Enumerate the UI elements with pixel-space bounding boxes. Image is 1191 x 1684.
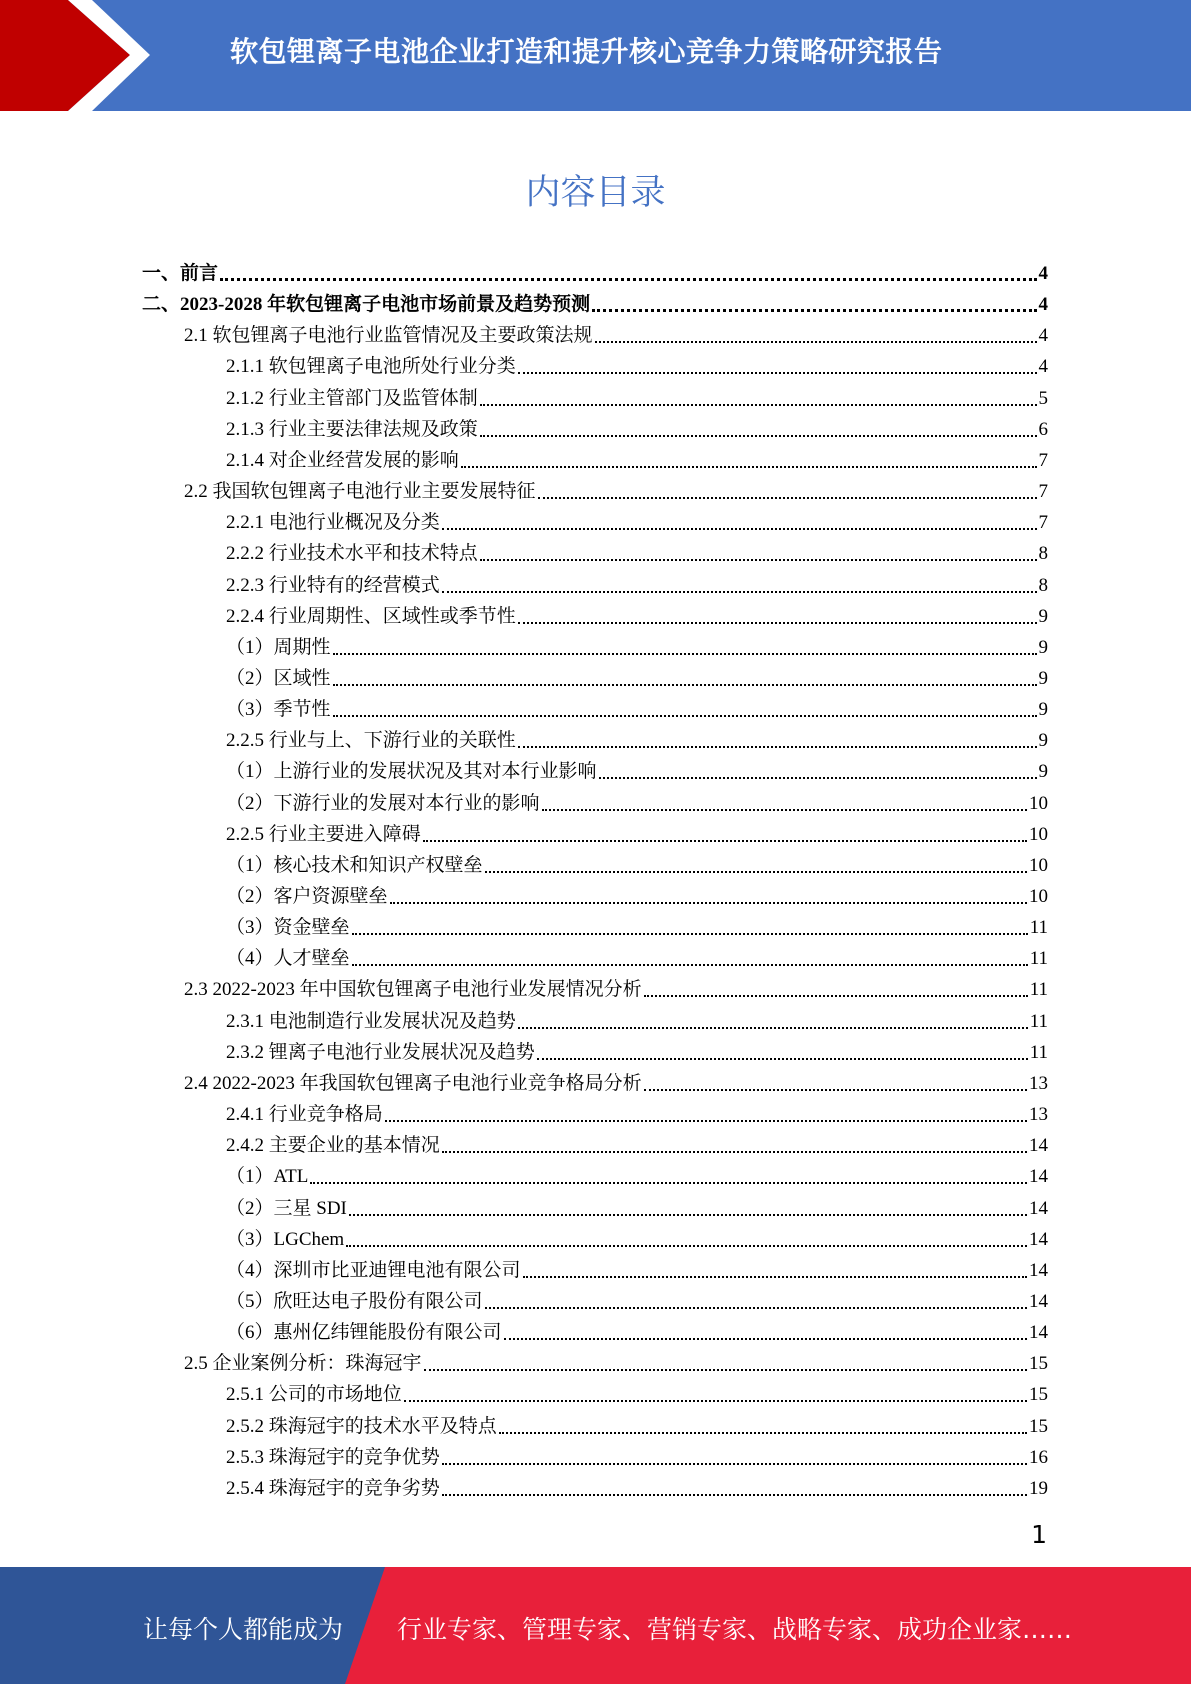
toc-dot-leader (461, 466, 1037, 468)
toc-entry-title: 2.2.3 行业特有的经营模式 (226, 574, 440, 596)
toc-entry-title: （3）资金壁垒 (226, 917, 350, 939)
toc-dot-leader (442, 528, 1037, 530)
toc-entry-title: （3）LGChem (226, 1228, 345, 1250)
page-number: 1 (1031, 1520, 1047, 1549)
toc-entry-title: 2.5.1 公司的市场地位 (226, 1384, 402, 1406)
toc-entry-title: 2.5 企业案例分析：珠海冠宇 (184, 1353, 422, 1375)
toc-dot-leader (523, 1276, 1027, 1278)
toc-entry-title: （2）三星 SDI (226, 1197, 347, 1219)
toc-dot-leader (349, 1214, 1027, 1216)
toc-entry-page: 7 (1038, 481, 1048, 503)
toc-entry-page: 10 (1029, 886, 1048, 907)
toc-dot-leader (442, 1151, 1027, 1153)
toc-entry-title: 2.1 软包锂离子电池行业监管情况及主要政策法规 (184, 325, 593, 347)
footer-slogan-left: 让每个人都能成为 (143, 1615, 344, 1644)
toc-entry-page: 10 (1029, 823, 1048, 845)
toc-entry[interactable] (226, 410, 1048, 441)
toc-dot-leader (644, 995, 1028, 997)
toc-dot-leader (542, 809, 1027, 811)
toc-entry-title: 2.5.3 珠海冠宇的竞争优势 (226, 1446, 440, 1468)
toc-entry-title: 一、前言 (142, 263, 219, 284)
toc-entry-title: 2.5.2 珠海冠宇的技术水平及特点 (226, 1415, 497, 1437)
toc-entry[interactable] (226, 1157, 1048, 1188)
toc-dot-leader (404, 1400, 1027, 1402)
toc-entry-title: 2.2.1 电池行业概况及分类 (226, 512, 440, 534)
toc-entry-title: 2.1.1 软包锂离子电池所处行业分类 (226, 356, 516, 378)
toc-entry[interactable] (226, 1220, 1048, 1251)
toc-entry[interactable] (226, 379, 1048, 410)
toc-entry[interactable] (226, 628, 1048, 659)
toc-entry[interactable] (226, 752, 1048, 783)
toc-entry-title: （6）惠州亿纬锂能股份有限公司 (226, 1322, 502, 1344)
toc-entry-page: 5 (1038, 387, 1048, 409)
toc-entry[interactable] (226, 784, 1048, 815)
toc-entry-title: 2.1.2 行业主管部门及监管体制 (226, 387, 478, 409)
toc-entry-title: （1）ATL (226, 1166, 309, 1188)
toc-entry-page: 14 (1029, 1166, 1048, 1188)
toc-dot-leader (390, 902, 1027, 904)
toc-dot-leader (504, 1338, 1027, 1340)
footer-banner (0, 1567, 1191, 1684)
toc-entry-page: 11 (1029, 1041, 1048, 1063)
toc-entry[interactable] (226, 1095, 1048, 1126)
toc-entry-title: （2）区域性 (226, 667, 331, 689)
toc-entry[interactable] (226, 1002, 1048, 1033)
toc-entry[interactable] (226, 1189, 1048, 1220)
toc-entry[interactable] (184, 1064, 1048, 1095)
toc-entry-page: 7 (1038, 449, 1048, 471)
toc-entry-title: 2.2 我国软包锂离子电池行业主要发展特征 (184, 481, 536, 503)
toc-dot-leader (424, 1369, 1027, 1371)
header-arrow-decoration (0, 0, 160, 111)
toc-entry-title: （4）深圳市比亚迪锂电池有限公司 (226, 1259, 521, 1281)
toc-entry[interactable] (142, 285, 1048, 316)
toc-entry-title: 2.2.5 行业与上、下游行业的关联性 (226, 730, 516, 752)
toc-entry[interactable] (226, 939, 1048, 970)
toc-entry[interactable] (184, 316, 1048, 347)
toc-heading: 内容目录 (525, 173, 666, 213)
toc-entry-page: 9 (1038, 667, 1048, 689)
toc-dot-leader (423, 840, 1027, 842)
report-header-banner (0, 0, 1191, 111)
toc-entry-title: 2.1.4 对企业经营发展的影响 (226, 449, 459, 471)
toc-entry-page: 4 (1038, 325, 1048, 347)
toc-dot-leader (333, 653, 1037, 655)
toc-entry-title: 2.3.2 锂离子电池行业发展状况及趋势 (226, 1041, 535, 1063)
toc-entry-title: （3）季节性 (226, 699, 331, 721)
toc-entry-page: 14 (1029, 1135, 1048, 1157)
toc-dot-leader (385, 1120, 1027, 1122)
toc-entry-page: 15 (1029, 1353, 1048, 1375)
toc-entry-title: （2）客户资源壁垒 (226, 886, 388, 907)
toc-dot-leader (485, 1307, 1027, 1309)
toc-dot-leader (352, 964, 1028, 966)
toc-entry[interactable] (226, 908, 1048, 939)
toc-entry-page: 14 (1029, 1322, 1048, 1344)
toc-entry[interactable] (184, 472, 1048, 503)
toc-entry-page: 4 (1038, 356, 1048, 378)
toc-entry[interactable] (226, 597, 1048, 628)
toc-entry-page: 14 (1029, 1290, 1048, 1312)
toc-entry[interactable] (226, 815, 1048, 846)
toc-entry-title: （4）人才壁垒 (226, 948, 350, 970)
toc-dot-leader (480, 435, 1037, 437)
toc-entry[interactable] (226, 659, 1048, 690)
toc-dot-leader (480, 559, 1037, 561)
toc-dot-leader (538, 497, 1037, 499)
toc-entry-page: 15 (1029, 1384, 1048, 1406)
toc-entry-title: （1）核心技术和知识产权壁垒 (226, 854, 483, 876)
toc-entry[interactable] (226, 1313, 1048, 1344)
toc-entry[interactable] (226, 1469, 1048, 1500)
toc-entry[interactable] (226, 690, 1048, 721)
toc-entry[interactable] (226, 846, 1048, 877)
toc-entry-page: 4 (1038, 294, 1048, 316)
toc-entry[interactable] (226, 721, 1048, 752)
toc-entry-page: 14 (1029, 1197, 1048, 1219)
toc-entry-page: 11 (1029, 1010, 1048, 1032)
toc-entry[interactable] (226, 1251, 1048, 1282)
toc-dot-leader (599, 777, 1037, 779)
toc-entry-page: 11 (1029, 917, 1048, 939)
toc-entry-page: 19 (1029, 1477, 1048, 1499)
toc-entry-page: 11 (1029, 948, 1048, 970)
toc-entry[interactable] (226, 1282, 1048, 1313)
toc-dot-leader (518, 622, 1037, 624)
toc-dot-leader (442, 1494, 1027, 1496)
toc-entry-title: 2.1.3 行业主要法律法规及政策 (226, 418, 478, 440)
toc-entry-title: 2.5.4 珠海冠宇的竞争劣势 (226, 1477, 440, 1499)
toc-dot-leader (346, 1245, 1027, 1247)
toc-dot-leader (518, 1027, 1028, 1029)
toc-entry[interactable] (226, 1438, 1048, 1469)
toc-entry-page: 9 (1038, 605, 1048, 627)
toc-entry[interactable] (226, 534, 1048, 565)
toc-entry-title: 二、2023-2028 年软包锂离子电池市场前景及趋势预测 (142, 294, 591, 316)
toc-entry-title: 2.4.2 主要企业的基本情况 (226, 1135, 440, 1157)
toc-entry-title: 2.3 2022-2023 年中国软包锂离子电池行业发展情况分析 (184, 979, 642, 1001)
toc-entry[interactable] (226, 1407, 1048, 1438)
toc-entry-page: 13 (1029, 1104, 1048, 1126)
toc-entry-page: 8 (1038, 543, 1048, 565)
toc-entry-page: 9 (1038, 730, 1048, 752)
toc-dot-leader (518, 372, 1037, 374)
toc-entry[interactable] (226, 1126, 1048, 1157)
toc-entry-page: 10 (1029, 792, 1048, 814)
toc-entry[interactable] (226, 347, 1048, 378)
toc-dot-leader (310, 1182, 1027, 1184)
toc-entry-title: 2.2.4 行业周期性、区域性或季节性 (226, 605, 516, 627)
toc-dot-leader (644, 1089, 1027, 1091)
toc-entry[interactable] (184, 1344, 1048, 1375)
toc-entry[interactable] (184, 970, 1048, 1001)
toc-dot-leader (442, 591, 1037, 593)
toc-entry-page: 15 (1029, 1415, 1048, 1437)
toc-dot-leader (499, 1432, 1027, 1434)
toc-dot-leader (518, 746, 1037, 748)
toc-entry-page: 7 (1038, 512, 1048, 534)
toc-entry-page: 14 (1029, 1228, 1048, 1250)
toc-entry-page: 9 (1038, 761, 1048, 783)
toc-entry[interactable] (226, 503, 1048, 534)
toc-dot-leader (442, 1463, 1027, 1465)
toc-dot-leader (333, 715, 1037, 717)
toc-dot-leader (595, 341, 1037, 343)
toc-entry-page: 6 (1038, 418, 1048, 440)
toc-entry[interactable] (226, 1375, 1048, 1406)
toc-dot-leader (537, 1058, 1028, 1060)
toc-entry-title: 2.2.5 行业主要进入障碍 (226, 823, 421, 845)
footer-slogan-right: 行业专家、管理专家、营销专家、战略专家、成功企业家…… (397, 1615, 1073, 1644)
toc-dot-leader (480, 404, 1037, 406)
toc-entry[interactable] (226, 1033, 1048, 1064)
toc-entry[interactable] (226, 566, 1048, 597)
toc-entry-page: 14 (1029, 1259, 1048, 1281)
toc-entry-page: 9 (1038, 699, 1048, 721)
toc-dot-leader (592, 309, 1036, 312)
toc-entry-page: 13 (1029, 1072, 1048, 1094)
toc-entry-page: 11 (1029, 979, 1048, 1001)
toc-entry-title: （1）周期性 (226, 636, 331, 658)
toc-entry-page: 9 (1038, 636, 1048, 658)
toc-entry-page: 4 (1038, 263, 1048, 284)
toc-dot-leader (485, 871, 1027, 873)
toc-entry-page: 16 (1029, 1446, 1048, 1468)
toc-entry[interactable] (142, 254, 1048, 285)
toc-entry-page: 8 (1038, 574, 1048, 596)
toc-entry-title: 2.4 2022-2023 年我国软包锂离子电池行业竞争格局分析 (184, 1072, 642, 1094)
toc-entry-title: （2）下游行业的发展对本行业的影响 (226, 792, 540, 814)
toc-entry-title: 2.3.1 电池制造行业发展状况及趋势 (226, 1010, 516, 1032)
toc-entry-title: （1）上游行业的发展状况及其对本行业影响 (226, 761, 597, 783)
toc-dot-leader (220, 278, 1036, 281)
toc-entry[interactable] (226, 877, 1048, 908)
toc-entry-page: 10 (1029, 854, 1048, 876)
toc-entry-title: （5）欣旺达电子股份有限公司 (226, 1290, 483, 1312)
toc-entry-title: 2.2.2 行业技术水平和技术特点 (226, 543, 478, 565)
report-title: 软包锂离子电池企业打造和提升核心竞争力策略研究报告 (230, 35, 943, 68)
toc-entry-title: 2.4.1 行业竞争格局 (226, 1104, 383, 1126)
toc-dot-leader (352, 933, 1028, 935)
toc-dot-leader (333, 684, 1037, 686)
toc-entry[interactable] (226, 441, 1048, 472)
